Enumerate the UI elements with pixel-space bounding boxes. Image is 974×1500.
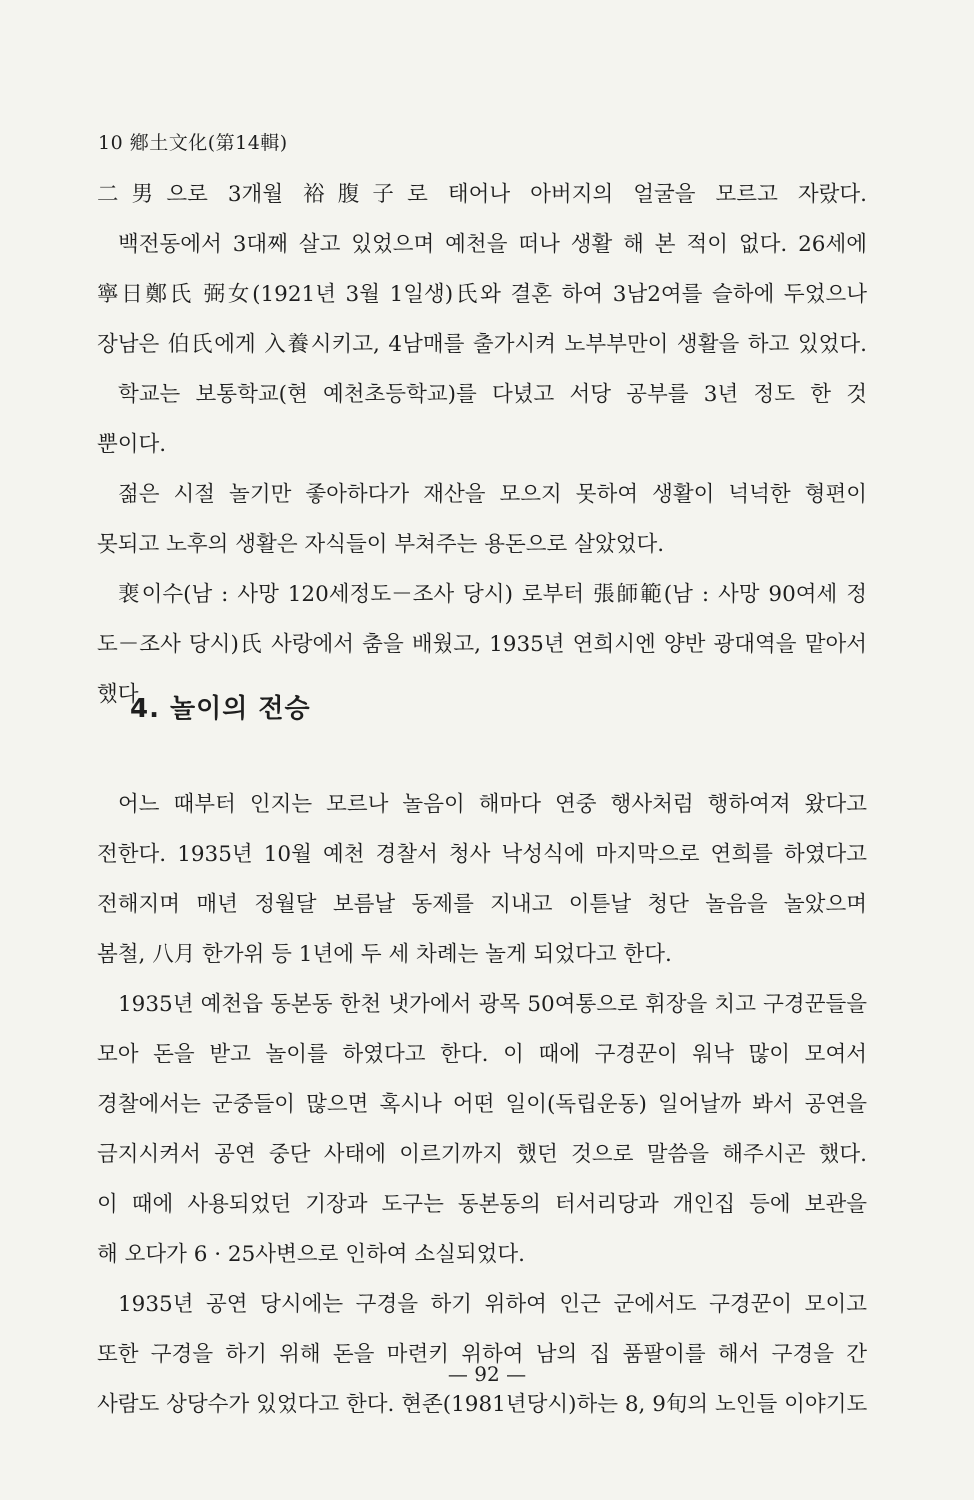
running-header: 10 鄕土文化(第14輯)	[98, 132, 288, 154]
body-line: 전한다. 1935년 10월 예천 경찰서 청사 낙성식에 마지막으로 연희를 하였다고	[97, 842, 867, 867]
body-line: 장남은 伯氏에게 入養시키고, 4남매를 출가시켜 노부부만이 생활을 하고 있었다.	[97, 332, 867, 357]
body-line: 1935년 공연 당시에는 구경을 하기 위하여 인근 군에서도 구경꾼이 모이고	[118, 1292, 867, 1317]
body-line: 뿐이다.	[97, 432, 167, 457]
body-line: 학교는 보통학교(현 예천초등학교)를 다녔고 서당 공부를 3년 정도 한 것	[118, 382, 867, 407]
page-number: — 92 —	[447, 1362, 527, 1386]
body-line: 모아 돈을 받고 놀이를 하였다고 한다. 이 때에 구경꾼이 워낙 많이 모여서	[97, 1042, 867, 1067]
body-line: 寧日鄭氏 弼女(1921년 3월 1일생)氏와 결혼 하여 3남2여를 슬하에 두었으나	[97, 282, 867, 307]
body-line: 사람도 상당수가 있었다고 한다. 현존(1981년당시)하는 8, 9旬의 노인들 이야기도	[97, 1392, 868, 1417]
section-heading: 4. 놀이의 전승	[130, 694, 311, 724]
body-line: 금지시켜서 공연 중단 사태에 이르기까지 했던 것으로 말씀을 해주시곤 했다.	[97, 1142, 867, 1167]
body-line: 젊은 시절 놀기만 좋아하다가 재산을 모으지 못하여 생활이 넉넉한 형편이	[118, 482, 867, 507]
body-line: 경찰에서는 군중들이 많으면 혹시나 어떤 일이(독립운동) 일어날까 봐서 공연을	[97, 1092, 867, 1117]
body-line: 해 오다가 6 · 25사변으로 인하여 소실되었다.	[97, 1242, 526, 1267]
body-line: 어느 때부터 인지는 모르나 놀음이 해마다 연중 행사처럼 행하여져 왔다고	[118, 792, 867, 817]
body-line: 봄철, 八月 한가위 등 1년에 두 세 차례는 놀게 되었다고 한다.	[97, 942, 672, 967]
body-line: 또한 구경을 하기 위해 돈을 마련키 위하여 남의 집 품팔이를 해서 구경을 간	[97, 1342, 867, 1367]
body-line: 二男으로 3개월 裕腹子로 태어나 아버지의 얼굴을 모르고 자랐다.	[97, 182, 867, 207]
body-line: 1935년 예천읍 동본동 한천 냇가에서 광목 50여통으로 휘장을 치고 구경꾼들을	[118, 992, 867, 1017]
body-line: 못되고 노후의 생활은 자식들이 부쳐주는 용돈으로 살았었다.	[97, 532, 665, 557]
body-line: 했다.	[97, 682, 146, 707]
body-line: 裵이수(남 : 사망 120세정도－조사 당시) 로부터 張師範(남 : 사망 90여세 정	[118, 582, 867, 607]
body-line: 도－조사 당시)氏 사랑에서 춤을 배웠고, 1935년 연희시엔 양반 광대역을 맡아서	[97, 632, 867, 657]
body-line: 이 때에 사용되었던 기장과 도구는 동본동의 터서리당과 개인집 등에 보관을	[97, 1192, 867, 1217]
body-line: 전해지며 매년 정월달 보름날 동제를 지내고 이튿날 청단 놀음을 놀았으며	[97, 892, 867, 917]
body-line: 백전동에서 3대째 살고 있었으며 예천을 떠나 생활 해 본 적이 없다. 26세에	[118, 232, 867, 257]
